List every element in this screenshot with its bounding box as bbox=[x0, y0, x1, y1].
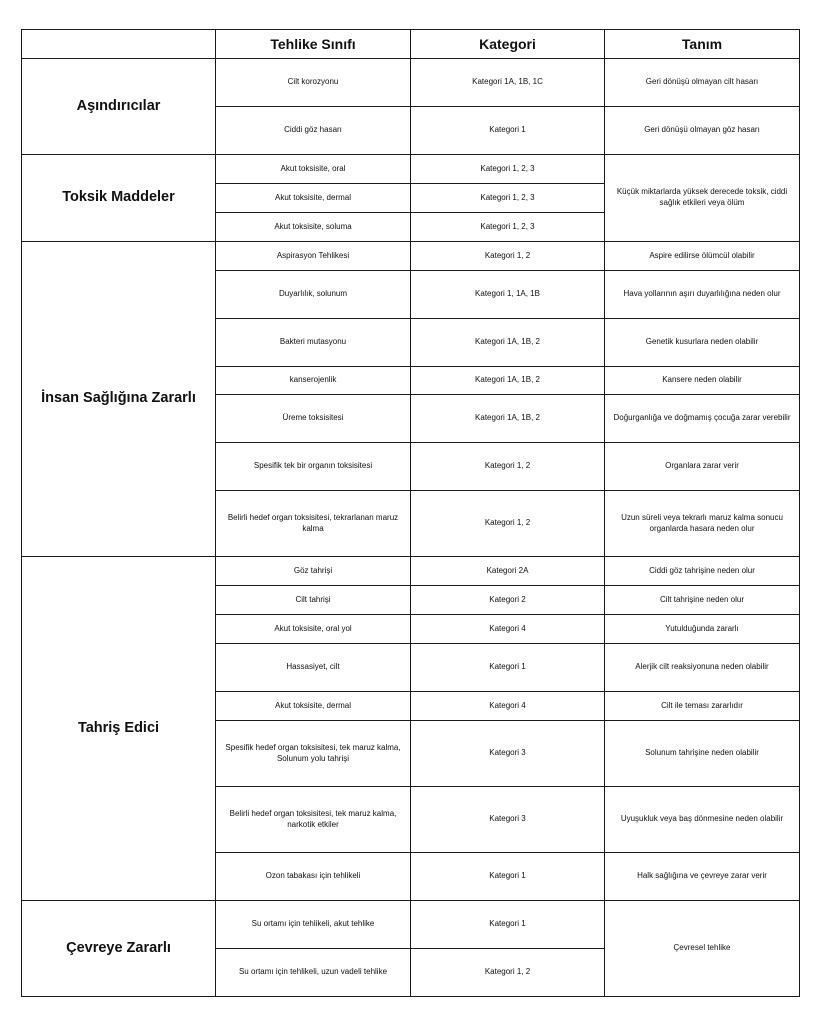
hazard-cell: Cilt korozyonu bbox=[216, 59, 411, 107]
hazard-cell: Akut toksisite, oral yol bbox=[216, 615, 411, 644]
category-cell: Kategori 1, 2 bbox=[411, 443, 605, 491]
hazard-cell: Belirli hedef organ toksisitesi, tekrarlanan maruz kalma bbox=[216, 491, 411, 557]
table-body bbox=[22, 59, 800, 997]
definition-cell: Alerjik cilt reaksiyonuna neden olabilir bbox=[605, 644, 800, 692]
hazard-cell: Hassasiyet, cilt bbox=[216, 644, 411, 692]
table-row bbox=[22, 557, 800, 586]
category-cell: Kategori 4 bbox=[411, 615, 605, 644]
definition-cell: Geri dönüşü olmayan cilt hasarı bbox=[605, 59, 800, 107]
header-group bbox=[22, 30, 216, 59]
category-cell: Kategori 1, 2 bbox=[411, 949, 605, 997]
table-header bbox=[22, 30, 800, 59]
hazard-cell: Su ortamı için tehlikeli, akut tehlike bbox=[216, 901, 411, 949]
definition-cell: Ciddi göz tahrişine neden olur bbox=[605, 557, 800, 586]
header-category: Kategori bbox=[411, 30, 605, 59]
hazard-cell: Spesifik tek bir organın toksisitesi bbox=[216, 443, 411, 491]
definition-cell: Doğurganlığa ve doğmamış çocuğa zarar verebilir bbox=[605, 395, 800, 443]
hazard-cell: Su ortamı için tehlikeli, uzun vadeli tehlike bbox=[216, 949, 411, 997]
hazard-table bbox=[21, 29, 800, 997]
group-label: Toksik Maddeler bbox=[22, 155, 216, 242]
definition-cell: Cilt ile teması zararlıdır bbox=[605, 692, 800, 721]
definition-cell: Uzun süreli veya tekrarlı maruz kalma sonucu organlarda hasara neden olur bbox=[605, 491, 800, 557]
category-cell: Kategori 2 bbox=[411, 586, 605, 615]
category-cell: Kategori 1, 2, 3 bbox=[411, 184, 605, 213]
hazard-cell: Belirli hedef organ toksisitesi, tek maruz kalma, narkotik etkiler bbox=[216, 787, 411, 853]
hazard-cell: kanserojenlik bbox=[216, 367, 411, 395]
category-cell: Kategori 3 bbox=[411, 721, 605, 787]
category-cell: Kategori 1 bbox=[411, 107, 605, 155]
group-label: Tahriş Edici bbox=[22, 557, 216, 901]
hazard-cell: Akut toksisite, soluma bbox=[216, 213, 411, 242]
hazard-cell: Aspirasyon Tehlikesi bbox=[216, 242, 411, 271]
definition-cell: Cilt tahrişine neden olur bbox=[605, 586, 800, 615]
table-row bbox=[22, 59, 800, 107]
table-row bbox=[22, 901, 800, 949]
definition-cell: Solunum tahrişine neden olabilir bbox=[605, 721, 800, 787]
definition-cell: Genetik kusurlara neden olabilir bbox=[605, 319, 800, 367]
category-cell: Kategori 4 bbox=[411, 692, 605, 721]
category-cell: Kategori 1, 2, 3 bbox=[411, 213, 605, 242]
category-cell: Kategori 2A bbox=[411, 557, 605, 586]
category-cell: Kategori 1 bbox=[411, 901, 605, 949]
category-cell: Kategori 1A, 1B, 2 bbox=[411, 395, 605, 443]
hazard-cell: Göz tahrişi bbox=[216, 557, 411, 586]
hazard-cell: Üreme toksisitesi bbox=[216, 395, 411, 443]
definition-cell: Çevresel tehlike bbox=[605, 901, 800, 997]
definition-cell: Yutulduğunda zararlı bbox=[605, 615, 800, 644]
hazard-cell: Akut toksisite, dermal bbox=[216, 692, 411, 721]
table-row bbox=[22, 155, 800, 184]
category-cell: Kategori 1, 2 bbox=[411, 242, 605, 271]
group-label: Aşındırıcılar bbox=[22, 59, 216, 155]
definition-cell: Küçük miktarlarda yüksek derecede toksik, ciddi sağlık etkileri veya ölüm bbox=[605, 155, 800, 242]
hazard-cell: Akut toksisite, oral bbox=[216, 155, 411, 184]
hazard-cell: Cilt tahrişi bbox=[216, 586, 411, 615]
hazard-cell: Duyarlılık, solunum bbox=[216, 271, 411, 319]
category-cell: Kategori 1A, 1B, 2 bbox=[411, 319, 605, 367]
definition-cell: Geri dönüşü olmayan göz hasarı bbox=[605, 107, 800, 155]
hazard-cell: Ozon tabakası için tehlikeli bbox=[216, 853, 411, 901]
table-row bbox=[22, 242, 800, 271]
hazard-cell: Bakteri mutasyonu bbox=[216, 319, 411, 367]
hazard-cell: Ciddi göz hasarı bbox=[216, 107, 411, 155]
category-cell: Kategori 1 bbox=[411, 644, 605, 692]
definition-cell: Uyuşukluk veya baş dönmesine neden olabilir bbox=[605, 787, 800, 853]
hazard-cell: Akut toksisite, dermal bbox=[216, 184, 411, 213]
category-cell: Kategori 3 bbox=[411, 787, 605, 853]
definition-cell: Aspire edilirse ölümcül olabilir bbox=[605, 242, 800, 271]
header-hazard-class: Tehlike Sınıfı bbox=[216, 30, 411, 59]
category-cell: Kategori 1, 2, 3 bbox=[411, 155, 605, 184]
category-cell: Kategori 1A, 1B, 1C bbox=[411, 59, 605, 107]
definition-cell: Organlara zarar verir bbox=[605, 443, 800, 491]
group-label: Çevreye Zararlı bbox=[22, 901, 216, 997]
header-definition: Tanım bbox=[605, 30, 800, 59]
header-row bbox=[22, 30, 800, 59]
category-cell: Kategori 1, 2 bbox=[411, 491, 605, 557]
group-label: İnsan Sağlığına Zararlı bbox=[22, 242, 216, 557]
definition-cell: Halk sağlığına ve çevreye zarar verir bbox=[605, 853, 800, 901]
definition-cell: Kansere neden olabilir bbox=[605, 367, 800, 395]
category-cell: Kategori 1 bbox=[411, 853, 605, 901]
definition-cell: Hava yollarının aşırı duyarlılığına neden olur bbox=[605, 271, 800, 319]
category-cell: Kategori 1A, 1B, 2 bbox=[411, 367, 605, 395]
category-cell: Kategori 1, 1A, 1B bbox=[411, 271, 605, 319]
hazard-cell: Spesifik hedef organ toksisitesi, tek maruz kalma, Solunum yolu tahrişi bbox=[216, 721, 411, 787]
